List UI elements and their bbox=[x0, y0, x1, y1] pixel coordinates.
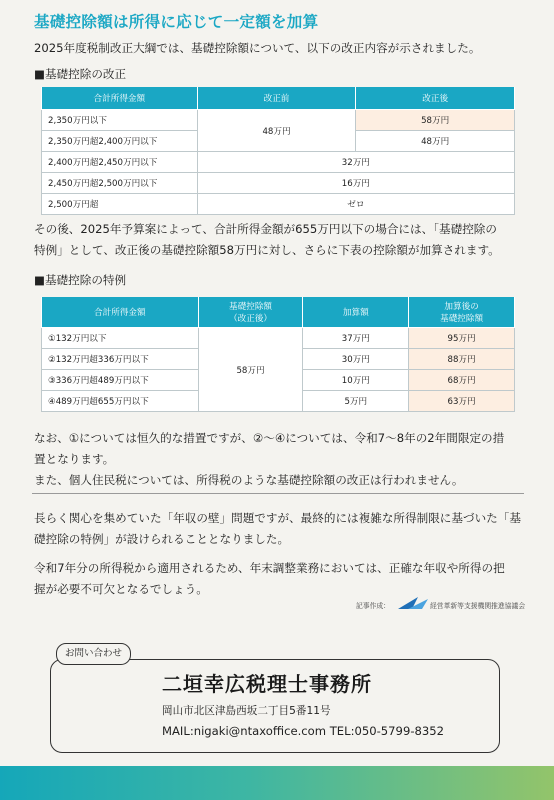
merged-cell: 32万円 bbox=[197, 152, 514, 173]
total-cell: 63万円 bbox=[409, 391, 515, 412]
office-name: 二垣幸広税理士事務所 bbox=[162, 672, 372, 696]
col-header-total-line1: 加算後の bbox=[444, 302, 479, 312]
income-cell: 2,500万円超 bbox=[42, 194, 198, 215]
organization-logo-icon bbox=[396, 595, 430, 611]
note-line3: また、個人住民税については、所得税のような基礎控除額の改正は行われません。 bbox=[34, 473, 464, 487]
table-row bbox=[42, 173, 515, 194]
bottom-gradient-bar bbox=[0, 766, 554, 800]
closing-line2: 礎控除の特例」が設けられることとなりました。 bbox=[34, 532, 290, 546]
table-row bbox=[42, 328, 515, 349]
col-header-base-line2: （改正後） bbox=[229, 314, 273, 324]
base-cell: 58万円 bbox=[198, 328, 303, 412]
intro-text: 2025年度税制改正大綱では、基礎控除額について、以下の改正内容が示されました。 bbox=[34, 41, 481, 55]
merged-cell: 16万円 bbox=[197, 173, 514, 194]
office-address: 岡山市北区津島西坂二丁目5番11号 bbox=[162, 705, 331, 717]
income-cell: 2,400万円超2,450万円以下 bbox=[42, 152, 198, 173]
after-cell: 48万円 bbox=[356, 131, 515, 152]
col-header-total-line2: 基礎控除額 bbox=[440, 314, 484, 324]
col-header-after: 改正後 bbox=[356, 87, 515, 110]
before-cell: 48万円 bbox=[197, 110, 356, 152]
income-cell: ①132万円以下 bbox=[42, 328, 199, 349]
section2-label: ■基礎控除の特例 bbox=[34, 273, 127, 287]
income-cell: ④489万円超655万円以下 bbox=[42, 391, 199, 412]
add-cell: 5万円 bbox=[303, 391, 409, 412]
office-contact: MAIL:nigaki@ntaxoffice.com TEL:050-5799-8352 bbox=[162, 724, 445, 738]
income-cell: 2,350万円以下 bbox=[42, 110, 198, 131]
section1-label: ■基礎控除の改正 bbox=[34, 67, 127, 81]
add-cell: 30万円 bbox=[303, 349, 409, 370]
special-table bbox=[41, 297, 515, 412]
total-cell: 68万円 bbox=[409, 370, 515, 391]
col-header-income: 合計所得金額 bbox=[42, 87, 198, 110]
closing-line4: 握が必要不可欠となるでしょう。 bbox=[34, 582, 208, 596]
page-heading: 基礎控除額は所得に応じて一定額を加算 bbox=[34, 13, 319, 31]
total-cell: 95万円 bbox=[409, 328, 515, 349]
total-cell: 88万円 bbox=[409, 349, 515, 370]
income-cell: ②132万円超336万円以下 bbox=[42, 349, 199, 370]
closing-line3: 令和7年分の所得税から適用されるため、年末調整業務においては、正確な年収や所得の把 bbox=[34, 561, 505, 575]
contact-tab: お問い合わせ bbox=[56, 643, 131, 665]
closing-line1: 長らく関心を集めていた「年収の壁」問題ですが、最終的には複雑な所得制限に基づいた「基 bbox=[34, 511, 521, 525]
credit-org: 経営革新等支援機関推進協議会 bbox=[430, 602, 526, 610]
credit-label: 記事作成： bbox=[356, 602, 390, 610]
note-line1: なお、①については恒久的な措置ですが、②～④については、令和7～8年の2年間限定の措 bbox=[34, 431, 505, 445]
col-header-base bbox=[198, 297, 303, 328]
table-row bbox=[42, 152, 515, 173]
revision-table bbox=[41, 87, 515, 215]
col-header-income: 合計所得金額 bbox=[42, 297, 199, 328]
section-divider bbox=[32, 493, 524, 494]
merged-cell: ゼロ bbox=[197, 194, 514, 215]
middle-text-line2: 特例」として、改正後の基礎控除額58万円に対し、さらに下表の控除額が加算されます。 bbox=[34, 243, 500, 257]
col-header-before: 改正前 bbox=[197, 87, 356, 110]
income-cell: ③336万円超489万円以下 bbox=[42, 370, 199, 391]
after-cell: 58万円 bbox=[356, 110, 515, 131]
middle-text-line1: その後、2025年予算案によって、合計所得金額が655万円以下の場合には、「基礎控除の bbox=[34, 222, 497, 236]
col-header-base-line1: 基礎控除額 bbox=[229, 302, 273, 312]
add-cell: 37万円 bbox=[303, 328, 409, 349]
col-header-add: 加算額 bbox=[303, 297, 409, 328]
add-cell: 10万円 bbox=[303, 370, 409, 391]
col-header-total bbox=[409, 297, 515, 328]
table-row bbox=[42, 110, 515, 131]
income-cell: 2,350万円超2,400万円以下 bbox=[42, 131, 198, 152]
note-line2: 置となります。 bbox=[34, 452, 115, 466]
income-cell: 2,450万円超2,500万円以下 bbox=[42, 173, 198, 194]
table-row bbox=[42, 194, 515, 215]
